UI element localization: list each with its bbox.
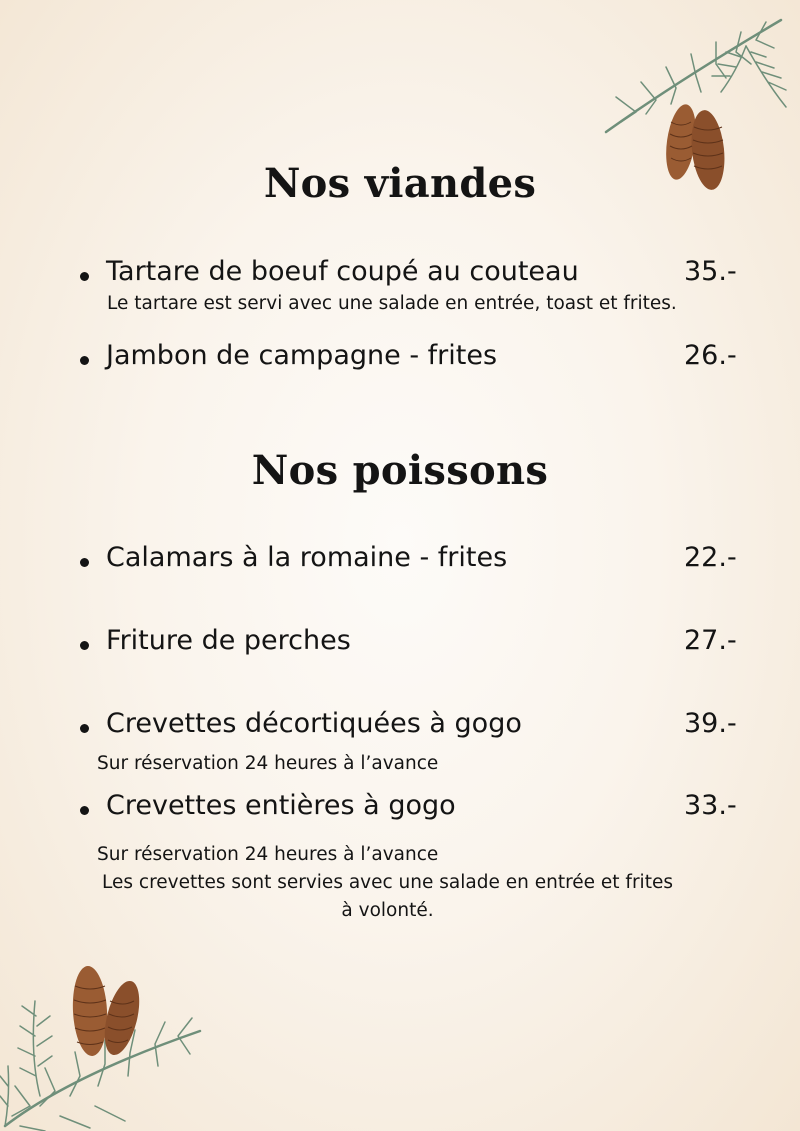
bullet-icon (80, 641, 89, 650)
menu-item (0, 790, 800, 830)
bullet-icon (80, 806, 89, 815)
item-name: Crevettes décortiquées à gogo (106, 708, 522, 739)
item-price: 33.- (684, 790, 737, 821)
section-title-poissons: Nos poissons (251, 447, 549, 494)
pine-branch-icon (0, 956, 205, 1131)
item-name: Tartare de boeuf coupé au couteau (106, 256, 579, 287)
item-note: Sur réservation 24 heures à l’avance (97, 753, 439, 774)
bullet-icon (80, 356, 89, 365)
menu-item (0, 708, 800, 748)
bullet-icon (80, 724, 89, 733)
item-price: 39.- (684, 708, 737, 739)
section-title-viandes: Nos viandes (263, 160, 537, 207)
item-note: Sur réservation 24 heures à l’avance (97, 844, 439, 865)
item-price: 27.- (684, 625, 737, 656)
footer-note-line1: Les crevettes sont servies avec une salade en entrée et frites (102, 872, 673, 893)
item-price: 35.- (684, 256, 737, 287)
item-name: Calamars à la romaine - frites (106, 542, 508, 573)
bullet-icon (80, 558, 89, 567)
item-name: Jambon de campagne - frites (106, 340, 498, 371)
footer-note-line2: à volonté. (341, 900, 434, 921)
menu-item (0, 340, 800, 380)
item-price: 22.- (684, 542, 737, 573)
item-price: 26.- (684, 340, 737, 371)
item-name: Friture de perches (106, 625, 351, 656)
bullet-icon (80, 272, 89, 281)
menu-item (0, 542, 800, 582)
item-name: Crevettes entières à gogo (106, 790, 456, 821)
item-note: Le tartare est servi avec une salade en entrée, toast et frites. (107, 293, 677, 314)
menu-item (0, 256, 800, 296)
menu-item (0, 625, 800, 665)
